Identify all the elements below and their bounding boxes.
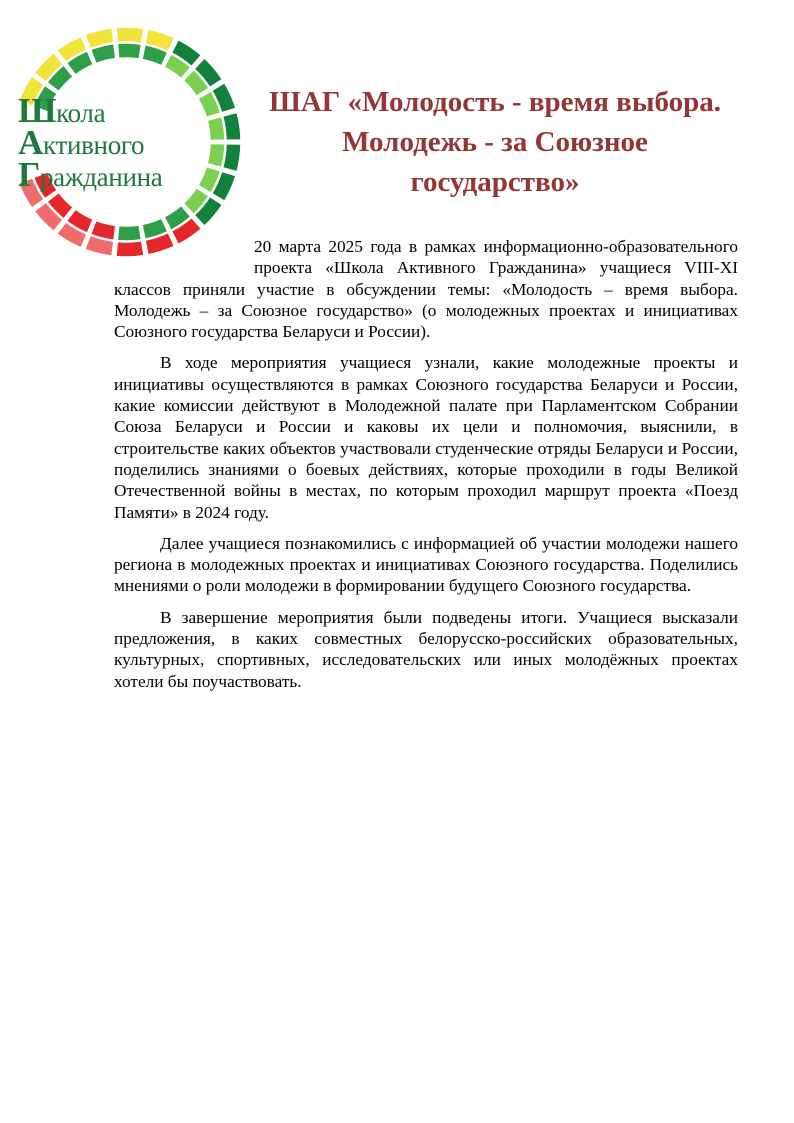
logo-line-3: Гражданина (18, 155, 163, 194)
paragraph-2: В ходе мероприятия учащиеся узнали, какие молодежные проекты и инициативы осуществляются в рамках Союзного государства Беларуси и России, какие комиссии действуют в Молодежной палате при Парламентском Собрании Союза Беларуси и России и каковы их цели и полномочия, выяснили, в строительстве каких объектов участвовали студенческие отряды Беларуси и России, поделились знаниями о боевых действиях, которые проходили в годы Великой Отечественной войны в местах, по которым проходил маршрут проекта «Поезд Памяти» в 2024 году. (114, 353, 738, 522)
ring-inner-segment (207, 143, 225, 167)
logo-text-wrap-spacer (114, 236, 254, 278)
paragraph-4: В завершение мероприятия были подведены итоги. Учащиеся высказали предложения, в каких совместных белорусско-российских образовательных, культурных, спортивных, исследовательских или иных молодёжных проектах хотели бы поучаствовать. (114, 607, 738, 691)
page-title: ШАГ «Молодость - время выбора. Молодежь - за Союзное государство» (269, 86, 721, 198)
logo-line-1: Школа (18, 91, 106, 130)
paragraph-1: 20 марта 2025 года в рамках информационно-образовательного проекта «Школа Активного Гражданина» учащиеся VIII-XI классов приняли участие в обсуждении темы: «Молодость – время выбора. Молодежь – за Союзное государство» (о молодежных проектах и инициативах Союзного государства Беларуси и России). (114, 237, 738, 342)
ring-outer-segment (116, 27, 144, 43)
ring-inner-segment (207, 116, 225, 140)
logo-wordmark (18, 91, 163, 194)
paragraph-3: Далее учащиеся познакомились с информацией об участии молодежи нашего региона в молодежных проектах и инициативах Союзного государства. Поделились мнениями о роли молодежи в формировании будущего Союзного государства. (114, 533, 738, 596)
logo-line-2: Активного (18, 123, 145, 162)
ring-inner-segment (117, 43, 141, 59)
paragraph-1-wrapper (0, 236, 794, 342)
article-body (0, 236, 794, 702)
school-logo (8, 14, 248, 264)
